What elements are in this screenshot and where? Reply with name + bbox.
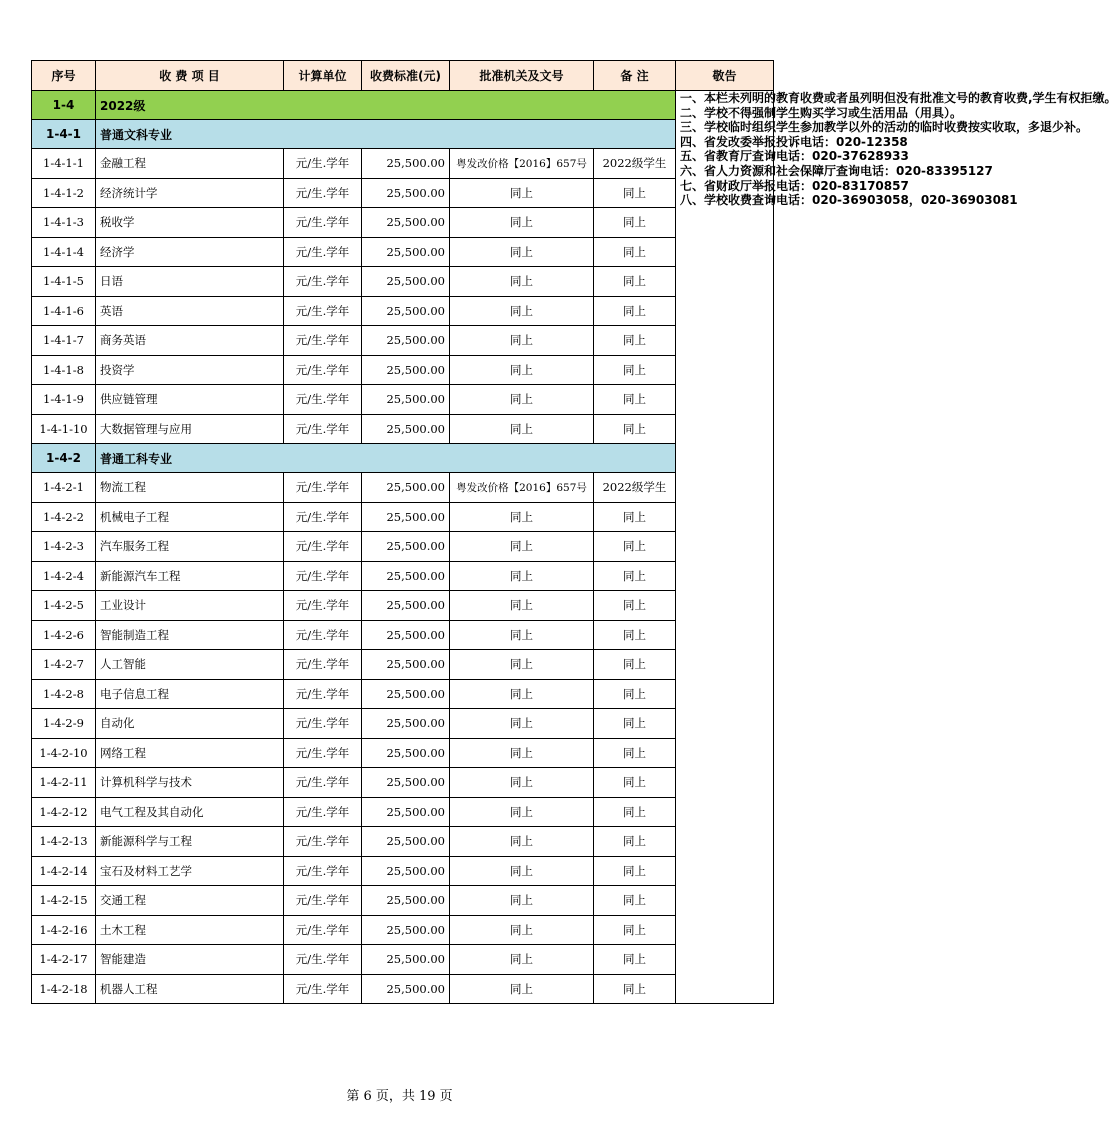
row-standard: 25,500.00 (362, 473, 450, 503)
row-standard: 25,500.00 (362, 326, 450, 356)
header-remark: 备 注 (594, 61, 676, 91)
row-seq: 1-4-2-11 (32, 768, 96, 798)
row-unit: 元/生.学年 (284, 797, 362, 827)
row-standard: 25,500.00 (362, 178, 450, 208)
row-seq: 1-4-2-17 (32, 945, 96, 975)
table-row (32, 237, 774, 267)
row-authority: 同上 (450, 827, 594, 857)
row-authority: 同上 (450, 945, 594, 975)
row-unit: 元/生.学年 (284, 502, 362, 532)
row-standard: 25,500.00 (362, 650, 450, 680)
notice-line: 五、省教育厅查询电话：020-37628933 (680, 149, 909, 164)
row-authority: 同上 (450, 886, 594, 916)
header-notice: 敬告 (676, 61, 774, 91)
row-seq: 1-4-2-6 (32, 620, 96, 650)
row-standard: 25,500.00 (362, 827, 450, 857)
notice-line: 三、学校临时组织学生参加教学以外的活动的临时收费按实收取，多退少补。 (680, 120, 1089, 135)
notice-line: 七、省财政厅举报电话：020-83170857 (680, 178, 909, 193)
header-item: 收 费 项 目 (96, 61, 284, 91)
row-authority: 同上 (450, 768, 594, 798)
table-row (32, 149, 774, 179)
row-authority: 同上 (450, 296, 594, 326)
fee-table (31, 60, 1117, 1004)
row-standard: 25,500.00 (362, 856, 450, 886)
row-item: 自动化 (96, 709, 284, 739)
row-unit: 元/生.学年 (284, 738, 362, 768)
row-authority: 同上 (450, 237, 594, 267)
row-unit: 元/生.学年 (284, 414, 362, 444)
row-unit: 元/生.学年 (284, 532, 362, 562)
row-unit: 元/生.学年 (284, 473, 362, 503)
row-remark: 同上 (594, 296, 676, 326)
row-seq: 1-4-1-8 (32, 355, 96, 385)
row-item: 机器人工程 (96, 974, 284, 1004)
row-seq: 1-4-1-10 (32, 414, 96, 444)
row-standard: 25,500.00 (362, 532, 450, 562)
section-code: 1-4-1 (32, 120, 96, 149)
row-standard: 25,500.00 (362, 208, 450, 238)
row-seq: 1-4-1-4 (32, 237, 96, 267)
table-row (32, 355, 774, 385)
row-seq: 1-4-2-7 (32, 650, 96, 680)
row-remark: 同上 (594, 768, 676, 798)
row-standard: 25,500.00 (362, 915, 450, 945)
row-authority: 同上 (450, 738, 594, 768)
row-standard: 25,500.00 (362, 267, 450, 297)
table-row (32, 679, 774, 709)
row-standard: 25,500.00 (362, 886, 450, 916)
notice-line: 二、学校不得强制学生购买学习或生活用品（用具）。 (680, 105, 963, 120)
row-item: 网络工程 (96, 738, 284, 768)
header-unit: 计算单位 (284, 61, 362, 91)
row-item: 新能源科学与工程 (96, 827, 284, 857)
row-remark: 同上 (594, 502, 676, 532)
row-item: 土木工程 (96, 915, 284, 945)
row-standard: 25,500.00 (362, 797, 450, 827)
row-authority: 同上 (450, 709, 594, 739)
row-item: 英语 (96, 296, 284, 326)
row-authority: 同上 (450, 267, 594, 297)
row-item: 工业设计 (96, 591, 284, 621)
row-seq: 1-4-1-5 (32, 267, 96, 297)
row-authority: 同上 (450, 679, 594, 709)
row-remark: 同上 (594, 267, 676, 297)
row-authority: 同上 (450, 385, 594, 415)
notice-panel (676, 91, 1117, 1004)
row-authority: 同上 (450, 797, 594, 827)
table-row (32, 797, 774, 827)
row-seq: 1-4-2-1 (32, 473, 96, 503)
row-remark: 同上 (594, 827, 676, 857)
row-unit: 元/生.学年 (284, 827, 362, 857)
row-seq: 1-4-1-3 (32, 208, 96, 238)
row-unit: 元/生.学年 (284, 974, 362, 1004)
row-unit: 元/生.学年 (284, 886, 362, 916)
table-row (32, 502, 774, 532)
row-remark: 同上 (594, 915, 676, 945)
row-seq: 1-4-2-16 (32, 915, 96, 945)
row-authority: 同上 (450, 532, 594, 562)
row-unit: 元/生.学年 (284, 709, 362, 739)
row-unit: 元/生.学年 (284, 915, 362, 945)
row-remark: 同上 (594, 237, 676, 267)
table-row (32, 886, 774, 916)
fee-table-body (32, 61, 1117, 1004)
row-standard: 25,500.00 (362, 237, 450, 267)
notice-line: 八、学校收费查询电话：020-36903058，020-36903081 (680, 193, 1018, 208)
table-row (32, 945, 774, 975)
row-seq: 1-4-2-12 (32, 797, 96, 827)
header-standard: 收费标准(元) (362, 61, 450, 91)
row-unit: 元/生.学年 (284, 591, 362, 621)
table-row (32, 856, 774, 886)
row-authority: 同上 (450, 856, 594, 886)
table-row (32, 974, 774, 1004)
row-remark: 同上 (594, 532, 676, 562)
row-standard: 25,500.00 (362, 296, 450, 326)
group-row (32, 91, 774, 120)
row-unit: 元/生.学年 (284, 296, 362, 326)
row-remark: 同上 (594, 414, 676, 444)
row-unit: 元/生.学年 (284, 650, 362, 680)
row-unit: 元/生.学年 (284, 237, 362, 267)
row-seq: 1-4-2-2 (32, 502, 96, 532)
row-unit: 元/生.学年 (284, 149, 362, 179)
row-seq: 1-4-1-7 (32, 326, 96, 356)
row-seq: 1-4-2-5 (32, 591, 96, 621)
group-name: 2022级 (96, 91, 676, 120)
row-remark: 同上 (594, 709, 676, 739)
row-standard: 25,500.00 (362, 620, 450, 650)
row-seq: 1-4-2-4 (32, 561, 96, 591)
row-remark: 同上 (594, 974, 676, 1004)
row-unit: 元/生.学年 (284, 208, 362, 238)
row-unit: 元/生.学年 (284, 856, 362, 886)
row-seq: 1-4-1-2 (32, 178, 96, 208)
row-item: 智能建造 (96, 945, 284, 975)
row-standard: 25,500.00 (362, 561, 450, 591)
row-authority: 同上 (450, 591, 594, 621)
row-remark: 同上 (594, 797, 676, 827)
row-unit: 元/生.学年 (284, 267, 362, 297)
row-remark: 同上 (594, 856, 676, 886)
row-standard: 25,500.00 (362, 709, 450, 739)
table-row (32, 915, 774, 945)
row-standard: 25,500.00 (362, 738, 450, 768)
header-seq: 序号 (32, 61, 96, 91)
page-footer: 第 6 页，共 19 页 (346, 1089, 453, 1104)
row-authority: 同上 (450, 178, 594, 208)
section-code: 1-4-2 (32, 444, 96, 473)
row-seq: 1-4-2-14 (32, 856, 96, 886)
table-row (32, 738, 774, 768)
table-row (32, 178, 774, 208)
row-item: 税收学 (96, 208, 284, 238)
row-authority: 同上 (450, 974, 594, 1004)
row-seq: 1-4-1-9 (32, 385, 96, 415)
row-item: 电气工程及其自动化 (96, 797, 284, 827)
row-item: 计算机科学与技术 (96, 768, 284, 798)
row-standard: 25,500.00 (362, 591, 450, 621)
table-row (32, 532, 774, 562)
row-seq: 1-4-2-9 (32, 709, 96, 739)
row-authority: 同上 (450, 208, 594, 238)
notice-line: 四、省发改委举报投诉电话：020-12358 (680, 134, 908, 149)
table-row (32, 473, 774, 503)
table-row (32, 561, 774, 591)
row-seq: 1-4-2-3 (32, 532, 96, 562)
row-standard: 25,500.00 (362, 414, 450, 444)
table-row (32, 208, 774, 238)
row-authority: 粤发改价格【2016】657号 (450, 473, 594, 503)
row-remark: 同上 (594, 208, 676, 238)
row-seq: 1-4-2-13 (32, 827, 96, 857)
row-item: 人工智能 (96, 650, 284, 680)
row-remark: 同上 (594, 738, 676, 768)
table-row (32, 267, 774, 297)
row-remark: 同上 (594, 326, 676, 356)
table-row (32, 326, 774, 356)
row-item: 机械电子工程 (96, 502, 284, 532)
row-item: 供应链管理 (96, 385, 284, 415)
row-authority: 同上 (450, 650, 594, 680)
row-remark: 同上 (594, 945, 676, 975)
row-seq: 1-4-2-8 (32, 679, 96, 709)
row-authority: 同上 (450, 502, 594, 532)
row-standard: 25,500.00 (362, 502, 450, 532)
row-seq: 1-4-1-1 (32, 149, 96, 179)
row-seq: 1-4-2-15 (32, 886, 96, 916)
table-row (32, 414, 774, 444)
table-row (32, 650, 774, 680)
row-remark: 2022级学生 (594, 149, 676, 179)
table-header-row (32, 61, 774, 91)
row-authority: 同上 (450, 561, 594, 591)
table-row (32, 768, 774, 798)
row-standard: 25,500.00 (362, 355, 450, 385)
row-authority: 同上 (450, 326, 594, 356)
row-remark: 同上 (594, 561, 676, 591)
row-seq: 1-4-2-18 (32, 974, 96, 1004)
row-item: 宝石及材料工艺学 (96, 856, 284, 886)
table-row (32, 620, 774, 650)
table-row (32, 296, 774, 326)
row-unit: 元/生.学年 (284, 355, 362, 385)
notice-line: 六、省人力资源和社会保障厅查询电话：020-83395127 (680, 163, 993, 178)
row-seq: 1-4-1-6 (32, 296, 96, 326)
row-standard: 25,500.00 (362, 679, 450, 709)
table-row (32, 385, 774, 415)
row-unit: 元/生.学年 (284, 620, 362, 650)
group-code: 1-4 (32, 91, 96, 120)
row-standard: 25,500.00 (362, 945, 450, 975)
row-item: 智能制造工程 (96, 620, 284, 650)
row-remark: 同上 (594, 679, 676, 709)
row-item: 交通工程 (96, 886, 284, 916)
row-authority: 同上 (450, 915, 594, 945)
table-row (32, 709, 774, 739)
row-unit: 元/生.学年 (284, 326, 362, 356)
row-item: 日语 (96, 267, 284, 297)
row-standard: 25,500.00 (362, 385, 450, 415)
row-remark: 2022级学生 (594, 473, 676, 503)
row-item: 商务英语 (96, 326, 284, 356)
table-row (32, 827, 774, 857)
row-unit: 元/生.学年 (284, 178, 362, 208)
row-seq: 1-4-2-10 (32, 738, 96, 768)
section-row (32, 120, 774, 149)
section-name: 普通工科专业 (96, 444, 676, 473)
row-item: 新能源汽车工程 (96, 561, 284, 591)
row-item: 金融工程 (96, 149, 284, 179)
row-standard: 25,500.00 (362, 149, 450, 179)
row-remark: 同上 (594, 886, 676, 916)
row-remark: 同上 (594, 591, 676, 621)
row-standard: 25,500.00 (362, 974, 450, 1004)
row-item: 经济统计学 (96, 178, 284, 208)
row-item: 投资学 (96, 355, 284, 385)
row-authority: 同上 (450, 355, 594, 385)
row-item: 经济学 (96, 237, 284, 267)
row-unit: 元/生.学年 (284, 945, 362, 975)
row-standard: 25,500.00 (362, 768, 450, 798)
row-remark: 同上 (594, 355, 676, 385)
row-item: 物流工程 (96, 473, 284, 503)
row-unit: 元/生.学年 (284, 561, 362, 591)
section-row (32, 444, 774, 473)
row-authority: 粤发改价格【2016】657号 (450, 149, 594, 179)
row-item: 大数据管理与应用 (96, 414, 284, 444)
row-item: 汽车服务工程 (96, 532, 284, 562)
notice-line: 一、本栏未列明的教育收费或者虽列明但没有批准文号的教育收费,学生有权拒缴。 (680, 91, 1117, 105)
row-item: 电子信息工程 (96, 679, 284, 709)
row-authority: 同上 (450, 620, 594, 650)
row-unit: 元/生.学年 (284, 679, 362, 709)
row-authority: 同上 (450, 414, 594, 444)
row-unit: 元/生.学年 (284, 768, 362, 798)
header-authority: 批准机关及文号 (450, 61, 594, 91)
row-remark: 同上 (594, 178, 676, 208)
row-remark: 同上 (594, 650, 676, 680)
table-row (32, 591, 774, 621)
row-remark: 同上 (594, 385, 676, 415)
row-remark: 同上 (594, 620, 676, 650)
row-unit: 元/生.学年 (284, 385, 362, 415)
section-name: 普通文科专业 (96, 120, 676, 149)
fee-table-container (31, 60, 1117, 1004)
